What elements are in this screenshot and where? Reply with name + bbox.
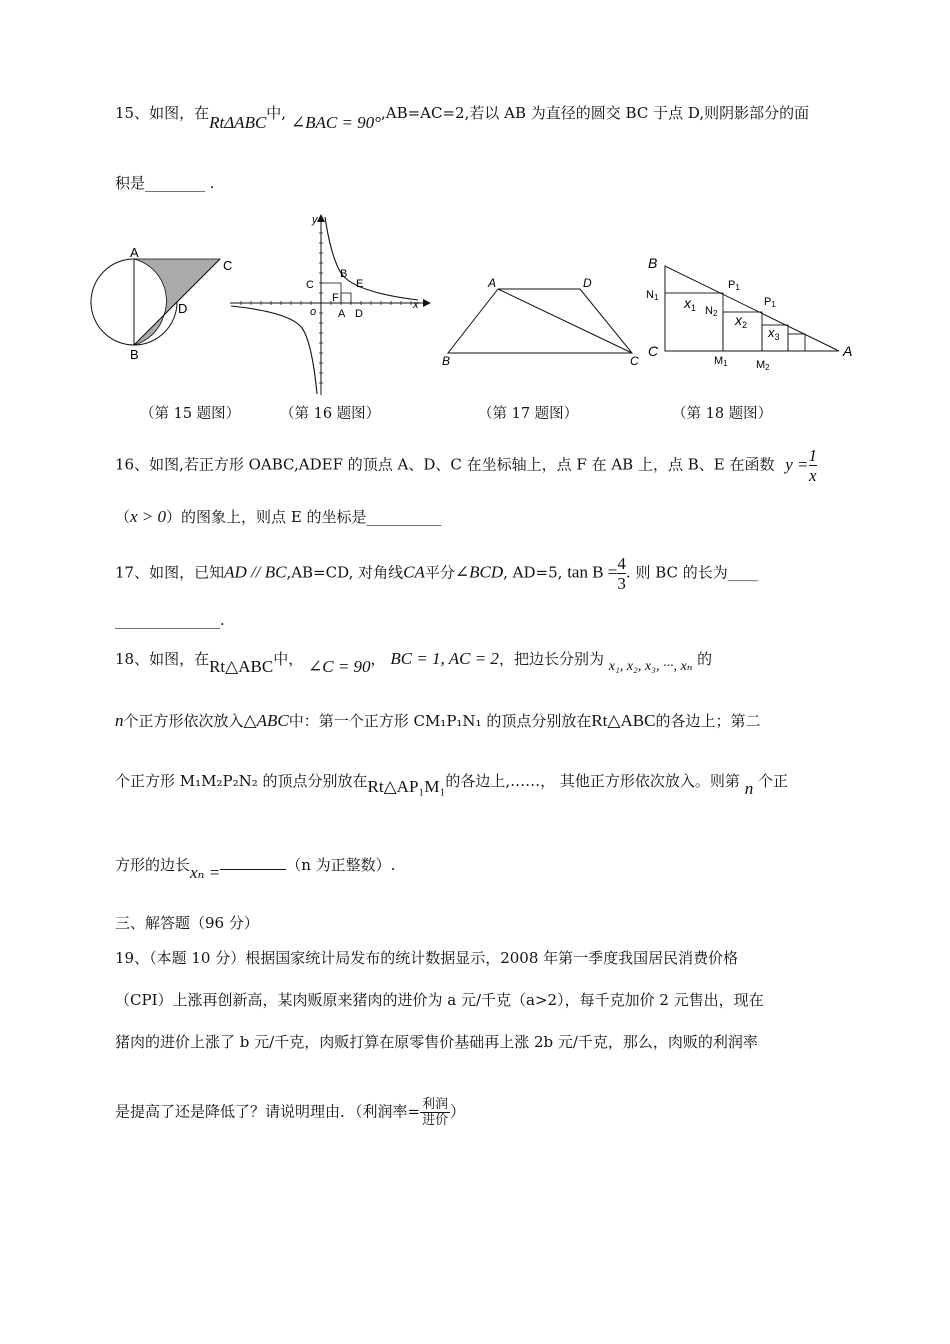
caption-fig17: （第 17 题图） <box>478 406 579 422</box>
q15-rt-triangle: RtΔABC <box>209 113 267 132</box>
q18-line3: 个正方形 M₁M₂P₂N₂ 的顶点分别放在Rt△AP₁M₁的各边上,……， 其他正方形依次放入。则第 n 个正 <box>115 772 788 798</box>
fig18-label-m1: M1 <box>714 355 728 368</box>
fig15-label-a: A <box>130 245 139 260</box>
q15-angle: ∠BAC = 90° <box>290 113 381 132</box>
caption-fig18: （第 18 题图） <box>672 406 773 422</box>
q17-diagonal: CA <box>403 562 425 582</box>
fig17-label-b: B <box>442 354 451 368</box>
fig18-label-m2: M2 <box>756 359 770 372</box>
figure-17 <box>440 275 650 370</box>
fig16-label-e: E <box>356 278 364 290</box>
q18-line2: n个正方形依次放入△ABC中：第一个正方形 CM₁P₁N₁ 的顶点分别放在Rt△ABC的各边上；第二 <box>115 711 761 730</box>
q16-line1: 16、如图,若正方形 OABC,ADEF 的顶点 A、D、C 在坐标轴上，点 F 在 AB 上，点 B、E 在函数 y = $\frac{1}{x}$ <box>115 446 818 485</box>
q19-line4: 是提高了还是降低了？请说明理由．（利润率= $\frac{\text{利润}}{\text{进价}}$ ） <box>115 1097 466 1128</box>
fig16-label-x: x <box>413 299 419 311</box>
figure-18 <box>640 250 865 375</box>
q16-line2: （x > 0）的图象上，则点 E 的坐标是__________ <box>115 507 442 526</box>
q16-function-fraction: $\frac{1}{x}$ <box>808 446 818 485</box>
q18-line1: 18、如图，在Rt△ABC中， ∠C = 90， BC = 1, AC = 2，把边长分别为 x₁, x₂, x₃, ···, xₙ 的 <box>115 649 713 676</box>
q18-triangle: △ABC <box>243 711 289 730</box>
q18-subtriangle: Rt△AP₁M₁ <box>367 777 446 796</box>
q15-line2: 积是________ . <box>115 174 215 192</box>
q16-function: y = <box>785 454 809 474</box>
fig16-label-o: o <box>310 306 317 318</box>
fig17-label-d: D <box>583 276 592 290</box>
caption-fig16: （第 16 题图） <box>280 406 381 422</box>
q18-line4: 方形的边长xₙ = （n 为正整数）. <box>115 856 396 882</box>
fig16-label-a: A <box>338 308 346 320</box>
caption-fig15: （第 15 题图） <box>140 406 241 422</box>
fig18-label-n2: N2 <box>705 305 718 318</box>
q18-square-sides: x₁, x₂, x₃, ···, xₙ <box>608 659 693 674</box>
q18-right-angle: ∠C = 90 <box>307 657 371 676</box>
fig18-label-c: C <box>648 343 659 359</box>
q18-answer-blank[interactable] <box>220 855 286 870</box>
fig15-label-d: D <box>178 301 188 316</box>
figure-15 <box>88 245 238 365</box>
fig15-label-c: C <box>223 258 233 273</box>
fig18-label-a: A <box>843 343 853 359</box>
fig15-label-b: B <box>130 347 139 362</box>
q15-line1: 15、如图，在RtΔABC中, ∠BAC = 90°,AB=AC=2,若以 AB 为直径的圆交 BC 于点 D,则阴影部分的面 <box>115 104 810 132</box>
q19-line2: （CPI）上涨再创新高，某肉贩原来猪肉的进价为 a 元/千克（a>2），每千克加价 2 元售出，现在 <box>115 991 764 1009</box>
q17-line1: 17、如图，已知AD // BC,AB=CD, 对角线CA平分∠BCD, AD=5, tan B = $\frac{4}{3}$. 则 BC 的长为____ <box>115 554 758 593</box>
fig18-label-n1: N1 <box>646 289 659 302</box>
q17-parallel: AD // BC <box>224 562 287 582</box>
fig18-label-x1: $x_1$ <box>684 295 697 313</box>
figure-16 <box>228 212 433 397</box>
fig18-label-p1-first: P1 <box>728 279 740 292</box>
q18-answer-xn: xₙ = <box>190 863 221 882</box>
q17-tan-fraction: $\frac{4}{3}$ <box>617 554 626 593</box>
fig18-label-x3: $x_3$ <box>768 325 780 342</box>
fig16-label-b: B <box>340 268 348 280</box>
q19-line1: 19、（本题 10 分）根据国家统计局发布的统计数据显示，2008 年第一季度我国居民消费价格 <box>115 949 739 967</box>
q19-profit-rate-fraction: $\frac{\text{利润}}{\text{进价}}$ <box>422 1097 449 1128</box>
fig18-label-p1-second: P1 <box>764 296 776 309</box>
q17-angle: ∠BCD <box>454 562 504 582</box>
fig17-label-c: C <box>630 354 639 368</box>
fig18-label-b: B <box>648 255 658 271</box>
fig16-label-c: C <box>306 279 314 291</box>
q18-rt-triangle: Rt△ABC <box>209 657 274 676</box>
q19-line3: 猪肉的进价上涨了 b 元/千克，肉贩打算在原零售价基础再上涨 2b 元/千克，那么，肉贩的利润率 <box>115 1033 758 1051</box>
q16-domain: x > 0 <box>130 507 167 526</box>
fig17-label-a: A <box>488 276 497 290</box>
q17-line2: ______________. <box>115 611 225 629</box>
fig16-label-y: y <box>312 214 318 226</box>
q17-tan: tan B = <box>567 562 618 582</box>
fig18-label-x2: $x_2$ <box>735 312 748 330</box>
fig16-label-f: F <box>332 292 339 304</box>
q18-sides: BC = 1, AC = 2 <box>390 649 499 668</box>
fig16-label-d: D <box>355 308 363 320</box>
section-3-heading: 三、解答题（96 分） <box>115 914 259 932</box>
